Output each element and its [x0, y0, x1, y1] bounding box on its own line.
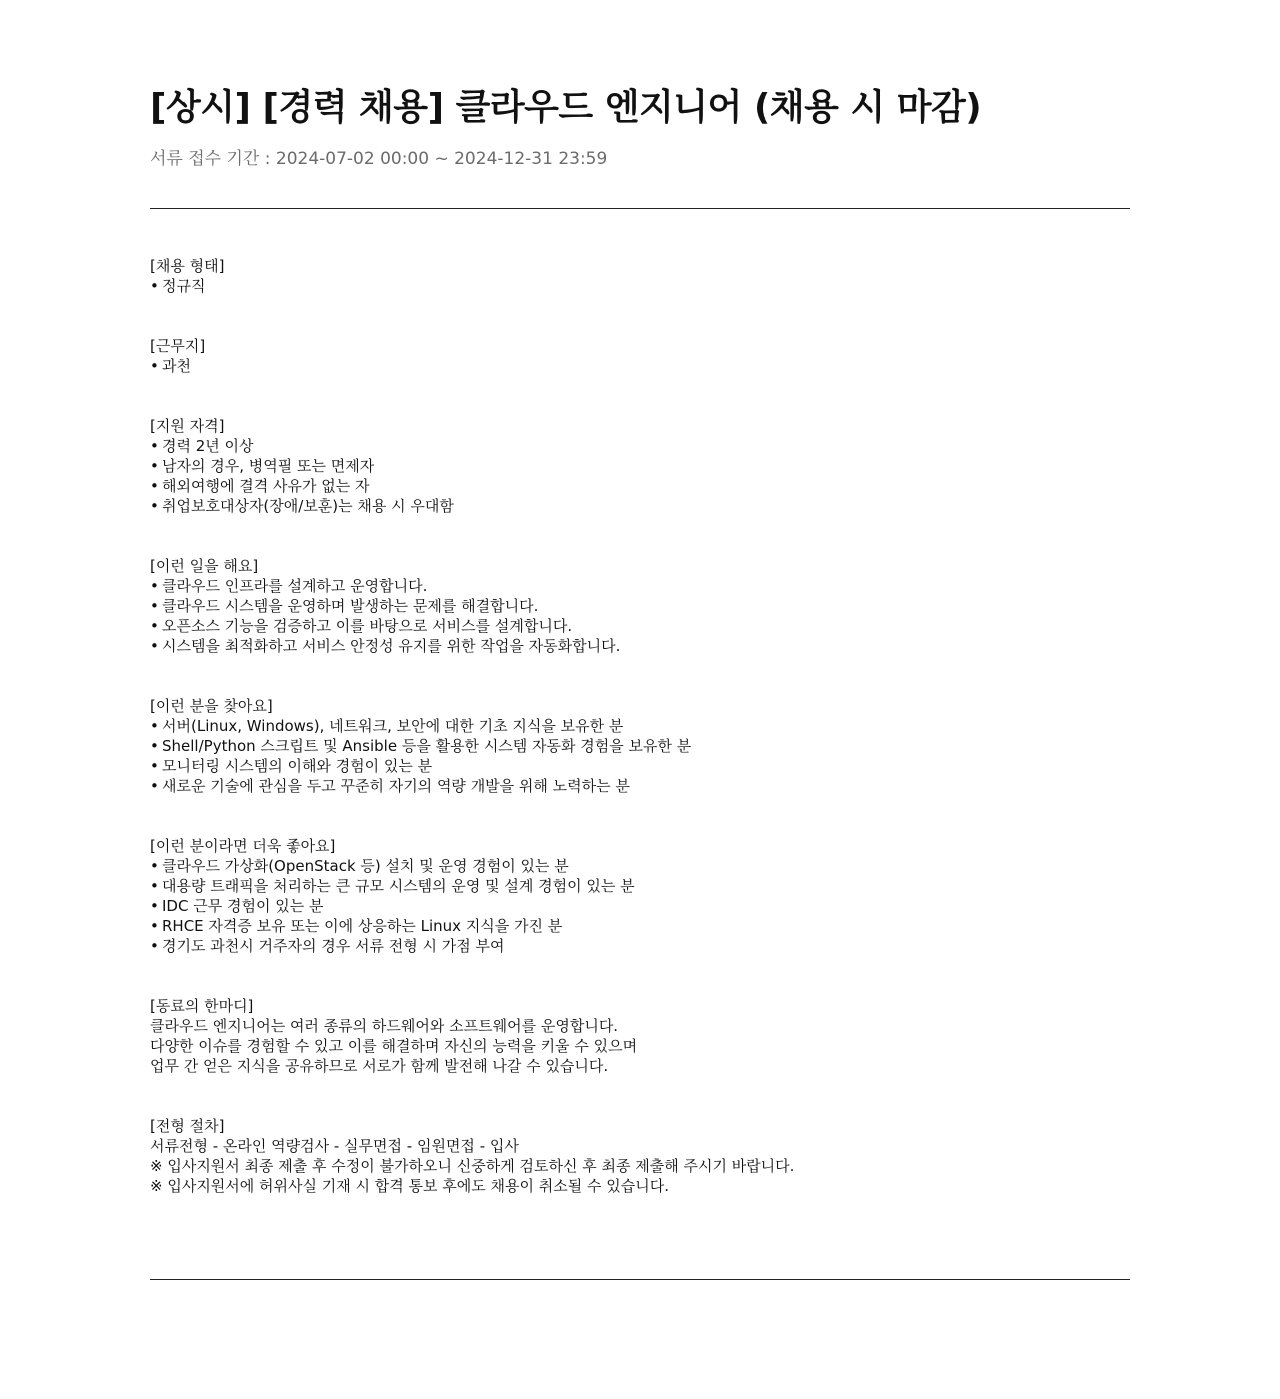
list-item-text: 경기도 과천시 거주자의 경우 서류 전형 시 가점 부여 — [162, 937, 505, 955]
section-heading: [이런 분을 찾아요] — [150, 697, 273, 715]
bullet-icon: • — [150, 897, 159, 915]
list-item — [150, 356, 1130, 376]
list-item-text: 대용량 트래픽을 처리하는 큰 규모 시스템의 운영 및 설계 경험이 있는 분 — [162, 877, 635, 895]
list-item — [150, 936, 1130, 956]
bullet-icon: • — [150, 937, 159, 955]
list-item — [150, 636, 1130, 656]
list-item — [150, 736, 1130, 756]
section-hiring-process — [150, 1116, 1130, 1196]
list-item — [150, 616, 1130, 636]
list-item-text: 남자의 경우, 병역필 또는 면제자 — [162, 457, 375, 475]
section-colleague-comment — [150, 996, 1130, 1076]
list-item — [150, 276, 1130, 296]
section-work-location — [150, 336, 1130, 376]
section-heading: [지원 자격] — [150, 417, 225, 435]
section-qualifications — [150, 416, 1130, 516]
list-item-text: 시스템을 최적화하고 서비스 안정성 유지를 위한 작업을 자동화합니다. — [162, 637, 621, 655]
list-item-text: 모니터링 시스템의 이해와 경험이 있는 분 — [162, 757, 433, 775]
list-item — [150, 896, 1130, 916]
list-item — [150, 916, 1130, 936]
application-period: 서류 접수 기간 : 2024-07-02 00:00 ~ 2024-12-31 23:59 — [150, 149, 608, 169]
list-item-text: RHCE 자격증 보유 또는 이에 상응하는 Linux 지식을 가진 분 — [162, 917, 563, 935]
bullet-icon: • — [150, 717, 159, 735]
list-item-text: 해외여행에 결격 사유가 없는 자 — [162, 477, 370, 495]
paragraph-line: 클라우드 엔지니어는 여러 종류의 하드웨어와 소프트웨어를 운영합니다. — [150, 1017, 619, 1035]
bullet-icon: • — [150, 777, 159, 795]
list-item-text: 오픈소스 기능을 검증하고 이를 바탕으로 서비스를 설계합니다. — [162, 617, 573, 635]
paragraph-line: 다양한 이슈를 경험할 수 있고 이를 해결하며 자신의 능력을 키울 수 있으며 — [150, 1037, 638, 1055]
list-item — [150, 596, 1130, 616]
bullet-icon: • — [150, 877, 159, 895]
section-preferred — [150, 836, 1130, 956]
list-item — [150, 716, 1130, 736]
list-item — [150, 776, 1130, 796]
section-employment-type — [150, 256, 1130, 296]
bullet-icon: • — [150, 917, 159, 935]
list-item-text: 취업보호대상자(장애/보훈)는 채용 시 우대함 — [162, 497, 454, 515]
posting-title: [상시] [경력 채용] 클라우드 엔지니어 (채용 시 마감) — [150, 87, 982, 128]
list-item-text: Shell/Python 스크립트 및 Ansible 등을 활용한 시스템 자동화 경험을 보유한 분 — [162, 737, 692, 755]
paragraph-line: 서류전형 - 온라인 역량검사 - 실무면접 - 임원면접 - 입사 — [150, 1137, 519, 1155]
bullet-icon: • — [150, 457, 159, 475]
list-item — [150, 436, 1130, 456]
list-item-text: 새로운 기술에 관심을 두고 꾸준히 자기의 역량 개발을 위해 노력하는 분 — [162, 777, 630, 795]
list-item-text: 클라우드 시스템을 운영하며 발생하는 문제를 해결합니다. — [162, 597, 539, 615]
bullet-icon: • — [150, 437, 159, 455]
top-divider — [150, 208, 1130, 209]
bullet-icon: • — [150, 637, 159, 655]
list-item — [150, 496, 1130, 516]
list-item-text: 정규직 — [162, 277, 206, 295]
section-heading: [이런 일을 해요] — [150, 557, 259, 575]
list-item — [150, 856, 1130, 876]
list-item — [150, 876, 1130, 896]
bullet-icon: • — [150, 617, 159, 635]
list-item — [150, 476, 1130, 496]
section-heading: [동료의 한마디] — [150, 997, 254, 1015]
bullet-icon: • — [150, 757, 159, 775]
list-item-text: IDC 근무 경험이 있는 분 — [162, 897, 324, 915]
list-item-text: 클라우드 가상화(OpenStack 등) 설치 및 운영 경험이 있는 분 — [162, 857, 569, 875]
section-heading: [채용 형태] — [150, 257, 225, 275]
bullet-icon: • — [150, 277, 159, 295]
section-heading: [전형 절차] — [150, 1117, 225, 1135]
bullet-icon: • — [150, 497, 159, 515]
section-heading: [이런 분이라면 더욱 좋아요] — [150, 837, 336, 855]
list-item-text: 경력 2년 이상 — [162, 437, 254, 455]
bullet-icon: • — [150, 597, 159, 615]
section-responsibilities — [150, 556, 1130, 656]
posting-body — [150, 256, 1130, 1236]
section-heading: [근무지] — [150, 337, 206, 355]
list-item — [150, 756, 1130, 776]
list-item-text: 클라우드 인프라를 설계하고 운영합니다. — [162, 577, 428, 595]
section-requirements — [150, 696, 1130, 796]
bottom-divider — [150, 1279, 1130, 1280]
bullet-icon: • — [150, 737, 159, 755]
list-item — [150, 456, 1130, 476]
paragraph-line: ※ 입사지원서 최종 제출 후 수정이 불가하오니 신중하게 검토하신 후 최종 제출해 주시기 바랍니다. — [150, 1157, 795, 1175]
bullet-icon: • — [150, 357, 159, 375]
paragraph-line: ※ 입사지원서에 허위사실 기재 시 합격 통보 후에도 채용이 취소될 수 있습니다. — [150, 1177, 669, 1195]
list-item-text: 서버(Linux, Windows), 네트워크, 보안에 대한 기초 지식을 보유한 분 — [162, 717, 624, 735]
bullet-icon: • — [150, 477, 159, 495]
paragraph-line: 업무 간 얻은 지식을 공유하므로 서로가 함께 발전해 나갈 수 있습니다. — [150, 1057, 609, 1075]
bullet-icon: • — [150, 857, 159, 875]
list-item — [150, 576, 1130, 596]
list-item-text: 과천 — [162, 357, 191, 375]
bullet-icon: • — [150, 577, 159, 595]
